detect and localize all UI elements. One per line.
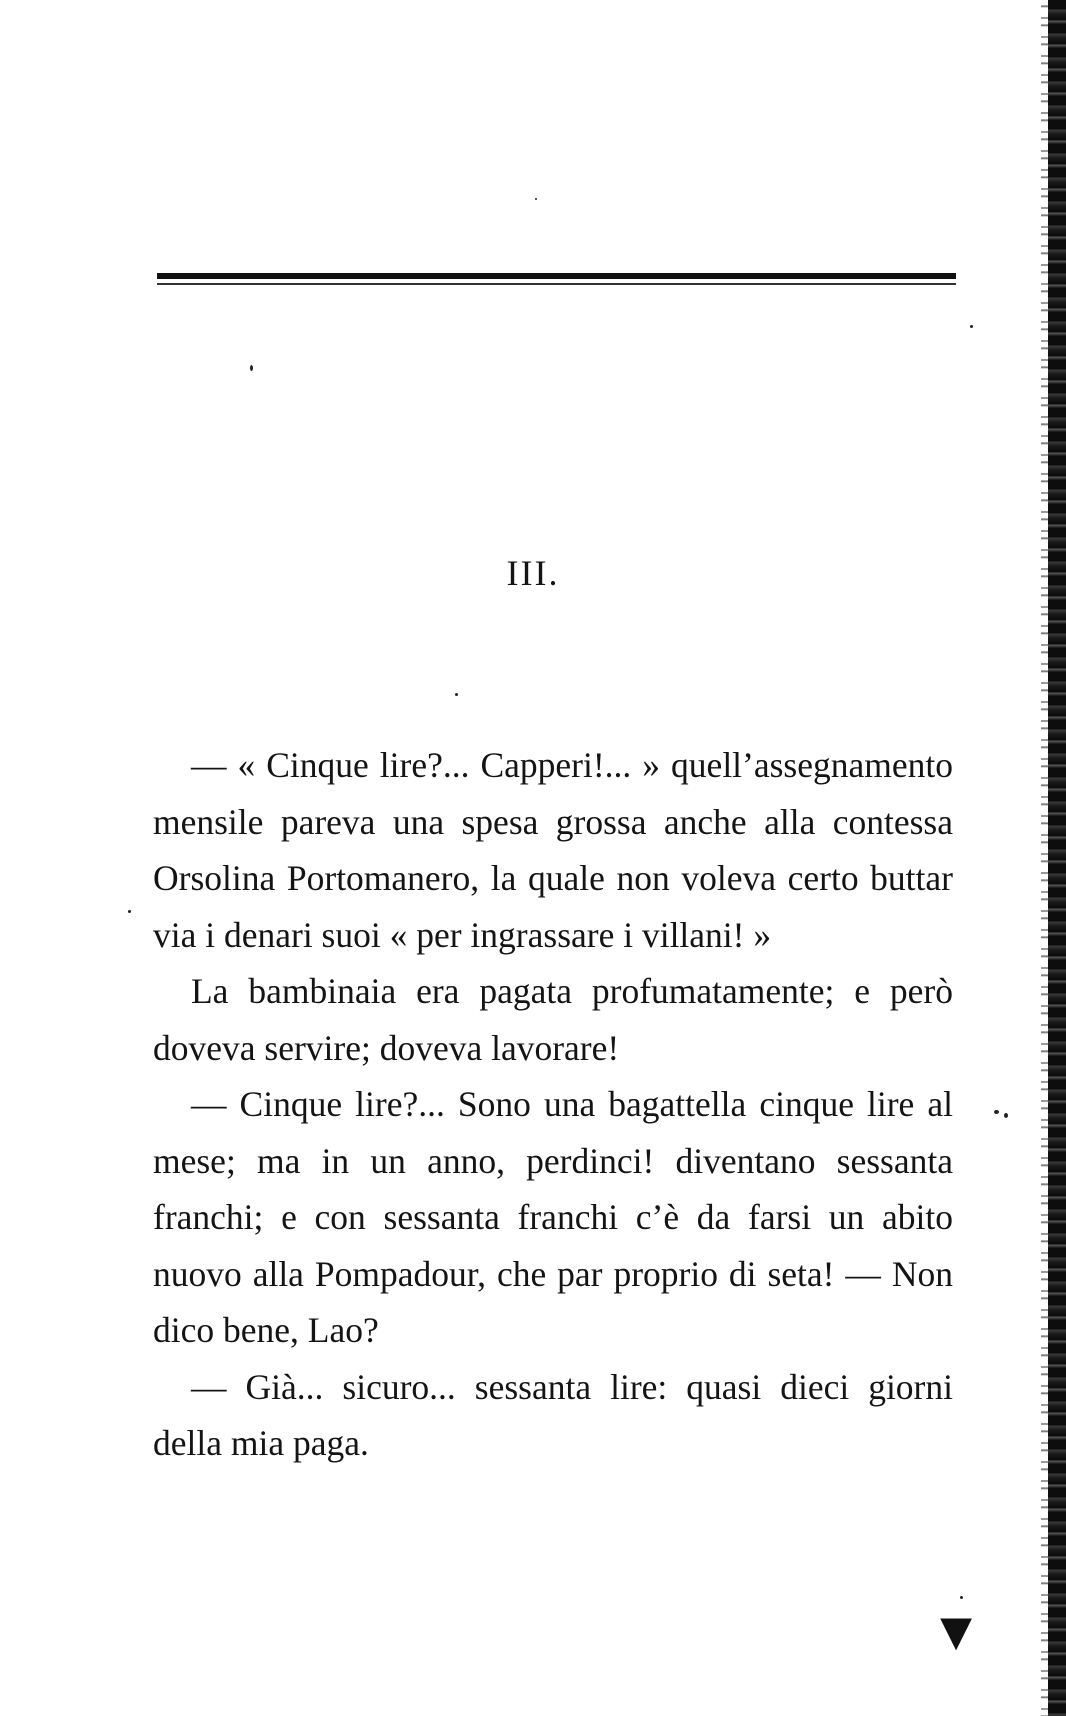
paragraph: La bambinaia era pagata profumatamente; e però doveva servire; doveva lavorare! <box>153 971 953 1068</box>
scan-speck <box>455 693 458 696</box>
header-rule-thin-line <box>157 283 956 285</box>
ink-blot-mark: ▾ <box>940 1593 973 1667</box>
chapter-heading: III. <box>506 553 560 593</box>
paragraph: — Già... sicuro... sessanta lire: quasi dieci giorni della mia paga. <box>153 1366 953 1463</box>
chapter-body-text <box>153 737 953 1472</box>
header-rule-thick-line <box>157 273 956 279</box>
scan-speck <box>994 1110 999 1114</box>
scan-speck <box>535 198 537 200</box>
scan-speck <box>970 325 973 328</box>
scan-speck <box>250 365 253 371</box>
scanned-page-edge <box>1048 0 1066 1716</box>
paragraph: — « Cinque lire?... Capperi!... » quell’assegnamento mensile pareva una spesa grossa anche alla contessa Orsolina Portomanero, la quale non voleva certo buttar via i denari suoi « per ingrassare i villani! » <box>153 745 953 955</box>
chapter-header-rule <box>157 273 956 287</box>
scan-speck <box>1004 1113 1008 1118</box>
paragraph: — Cinque lire?... Sono una bagattella cinque lire al mese; ma in un anno, perdinci! diventano sessanta franchi; e con sessanta franchi c’è da farsi un abito nuovo alla Pompadour, che par proprio di seta! — Non dico bene, Lao? <box>153 1084 953 1350</box>
scan-speck <box>128 910 131 913</box>
